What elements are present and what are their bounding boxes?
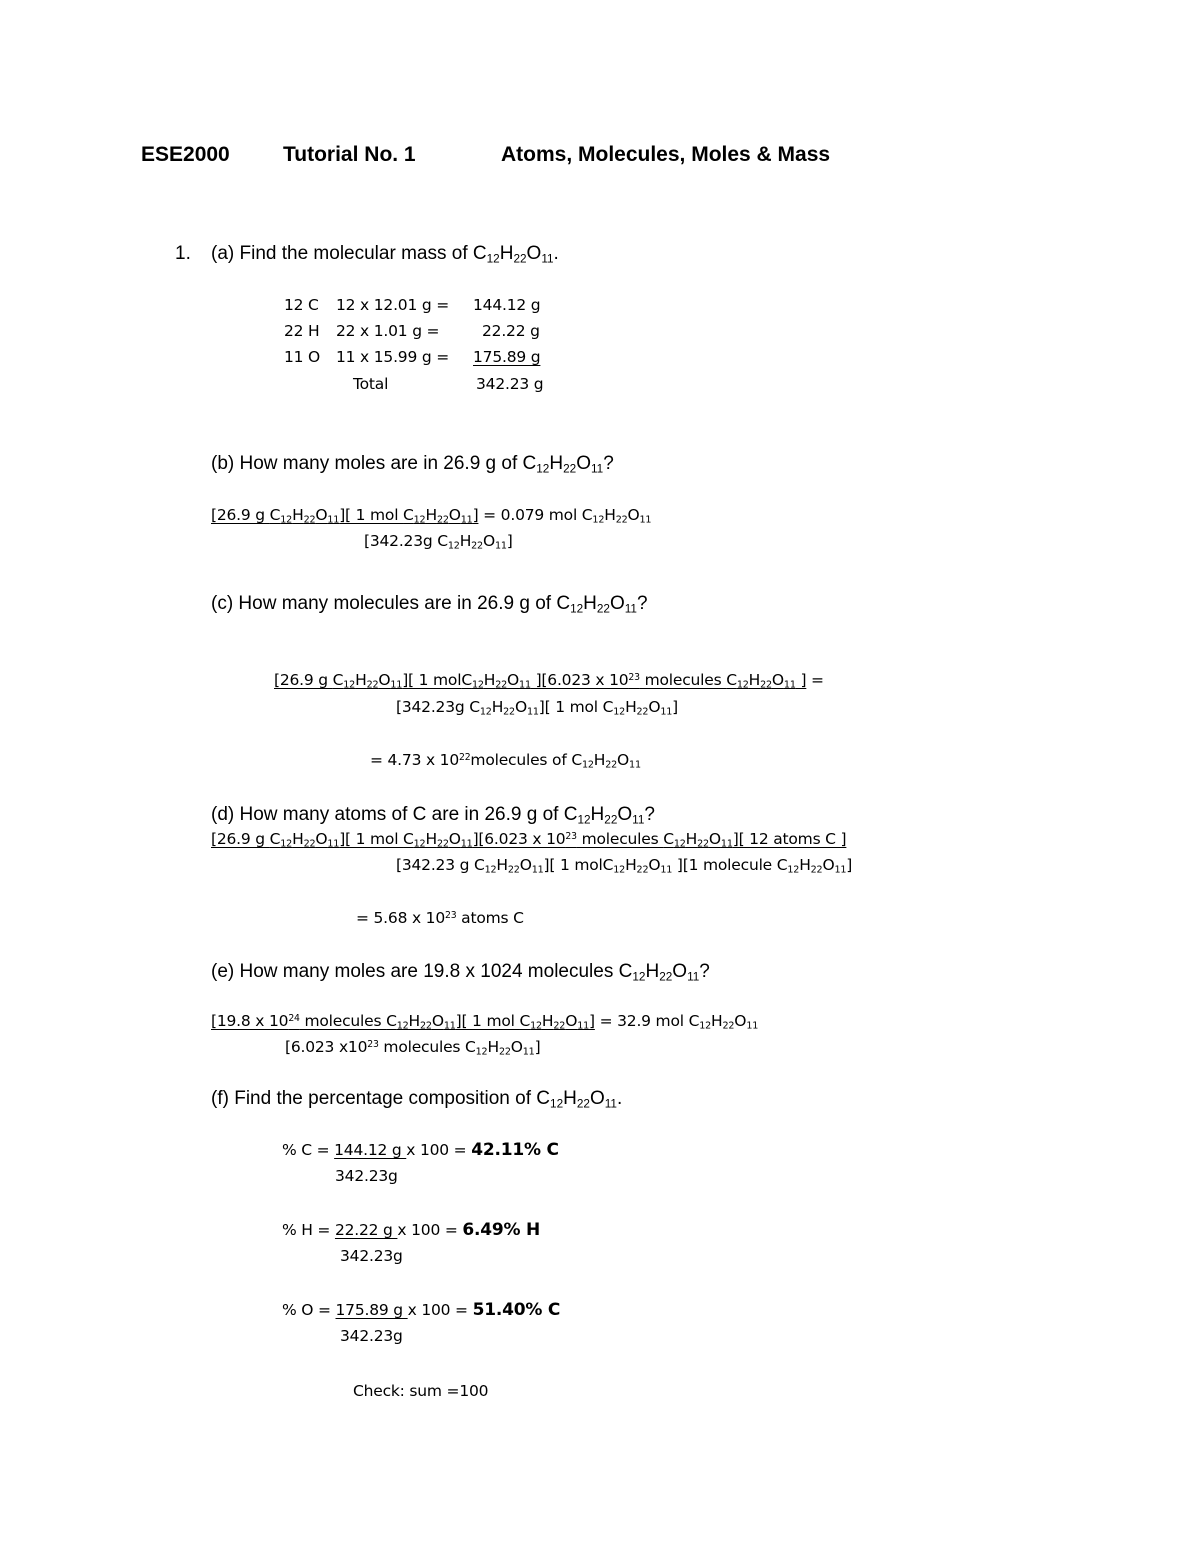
chemical-formula: $C_{12}H_{22}O_{11}$ <box>403 830 473 850</box>
chemical-formula: $C_{12}H_{22}O_{11}$ <box>726 671 796 691</box>
mass-row-o-calc: 11 x 15.99 g = <box>336 348 450 366</box>
mass-row-c-value: 144.12 g <box>473 296 541 314</box>
total-value: 342.23 g <box>476 375 544 393</box>
mass-row-h: 22 H <box>284 322 320 340</box>
mass-row-c: 12 C <box>284 296 319 314</box>
chemical-formula: $C_{12}H_{22}O_{11}$ <box>618 961 700 984</box>
q1d-result: = 5.68 x $10^{23}$ atoms C <box>356 909 524 927</box>
percent-c-denominator: 342.23g <box>335 1167 398 1185</box>
percent-h-line: % H = 22.22 g x 100 = 6.49% H <box>282 1220 541 1240</box>
mass-row-c-calc: 12 x 12.01 g = <box>336 296 450 314</box>
chemical-formula: $C_{12}H_{22}O_{11}$ <box>473 856 544 876</box>
mass-row-h-calc: 22 x 1.01 g = <box>336 322 440 340</box>
chemical-formula: $C_{12}H_{22}O_{11}$ <box>663 830 733 850</box>
chemical-formula: $C_{12}H_{22}O_{11}$ <box>581 506 652 526</box>
chemical-formula: $C_{12}H_{22}O_{11}$ <box>556 593 637 616</box>
q1f-prompt: (f) Find the percentage composition of $C_{12}H_{22}O_{11}$. <box>211 1088 623 1111</box>
chemical-formula: $C_{12}H_{22}O_{11}$ <box>269 506 340 526</box>
mass-row-o-value: 175.89 g <box>473 348 541 366</box>
chemical-formula: $C_{12}H_{22}O_{11}$ <box>571 751 641 771</box>
chemical-formula: $C_{12}H_{22}O_{11}$ <box>519 1012 590 1032</box>
q1c-denominator: [342.23g $C_{12}H_{22}O_{11}$][ 1 mol $C_{12}H_{22}O_{11}$] <box>396 698 679 718</box>
chemical-formula: $C_{12}H_{22}O_{11}$ <box>461 671 531 691</box>
chemical-formula: $C_{12}H_{22}O_{11}$ <box>469 698 539 718</box>
chemical-formula: $C_{12}H_{22}O_{11}$ <box>386 1012 456 1032</box>
percent-c-line: % C = 144.12 g x 100 = 42.11% C <box>282 1140 559 1160</box>
check-sum: Check: sum =100 <box>353 1382 489 1400</box>
q1e-numerator: [19.8 x $10^{24}$ molecules $C_{12}H_{22}O_{11}$][ 1 mol $C_{12}H_{22}O_{11}] = 32.9$ mol $C_{12}H_{22}O_{11}$ <box>211 1012 759 1032</box>
tutorial-topic: Atoms, Molecules, Moles & Mass <box>501 143 831 166</box>
q1c-prompt: (c) How many molecules are in 26.9 g of $C_{12}H_{22}O_{11}$? <box>211 593 648 616</box>
chemical-formula: $C_{12}H_{22}O_{11}$ <box>472 243 554 266</box>
chemical-formula: $C_{12}H_{22}O_{11}$ <box>776 856 847 876</box>
q1b-prompt: (b) How many moles are in 26.9 g of $C_{12}H_{22}O_{11}$? <box>211 453 614 476</box>
chemical-formula: $C_{12}H_{22}O_{11}$ <box>332 671 403 691</box>
q1c-numerator: [26.9 g $C_{12}H_{22}O_{11}$][ 1 $molC_{12}H_{22}O_{11}$ ][6.023 x $10^{23}$ molecules $C_{12}H_{22}O_{11}$ ] = <box>274 671 824 691</box>
chemical-formula: $C_{12}H_{22}O_{11}$ <box>437 532 507 552</box>
chemical-formula: $C_{12}H_{22}O_{11}$ <box>688 1012 759 1032</box>
q1d-denominator: [342.23 g $C_{12}H_{22}O_{11}$][ 1 $molC_{12}H_{22}O_{11}$ ][1 molecule $C_{12}H_{22}O_{11}$] <box>396 856 853 876</box>
q1c-result: = 4.73 x $10^{22}molecules$ of $C_{12}H_{22}O_{11}$ <box>370 751 641 771</box>
course-code: ESE2000 <box>141 143 230 166</box>
chemical-formula: $C_{12}H_{22}O_{11}$ <box>269 830 340 850</box>
percent-o-line: % O = 175.89 g x 100 = 51.40% C <box>282 1300 561 1320</box>
q1d-prompt: (d) How many atoms of C are in 26.9 g of $C_{12}H_{22}O_{11}$? <box>211 804 655 827</box>
q1d-numerator: [26.9 g $C_{12}H_{22}O_{11}$][ 1 mol $C_{12}H_{22}O_{11}][6.023$ x $10^{23}$ molecules $C_{12}H_{22}O_{11}$][ 12 atoms C ] <box>211 830 847 850</box>
q1b-denominator: [342.23g $C_{12}H_{22}O_{11}$] <box>364 532 513 552</box>
q1a-prompt: (a) Find the molecular mass of $C_{12}H_{22}O_{11}$. <box>211 243 559 266</box>
chemical-formula: $C_{12}H_{22}O_{11}$ <box>602 698 673 718</box>
question-number: 1. <box>175 243 191 264</box>
q1e-prompt: (e) How many moles are 19.8 x 1024 molecules $C_{12}H_{22}O_{11}$? <box>211 961 710 984</box>
percent-o-denominator: 342.23g <box>340 1327 403 1345</box>
chemical-formula: $C_{12}H_{22}O_{11}$ <box>563 804 645 827</box>
chemical-formula: $C_{12}H_{22}O_{11}$ <box>536 1088 617 1111</box>
chemical-formula: $C_{12}H_{22}O_{11}$ <box>602 856 673 876</box>
q1b-numerator: [26.9 g $C_{12}H_{22}O_{11}$][ 1 mol $C_{12}H_{22}O_{11}] = 0.079$ mol $C_{12}H_{22}O_{11}$ <box>211 506 652 526</box>
chemical-formula: $C_{12}H_{22}O_{11}$ <box>403 506 473 526</box>
tutorial-number: Tutorial No. 1 <box>283 143 416 166</box>
percent-h-denominator: 342.23g <box>340 1247 403 1265</box>
mass-row-h-value: 22.22 g <box>482 322 540 340</box>
chemical-formula: $C_{12}H_{22}O_{11}$ <box>465 1038 535 1058</box>
total-label: Total <box>353 375 389 393</box>
chemical-formula: $C_{12}H_{22}O_{11}$ <box>522 453 604 476</box>
q1e-denominator: [6.023 $x10^{23}$ molecules $C_{12}H_{22}O_{11}$] <box>285 1038 541 1058</box>
mass-row-o: 11 O <box>284 348 321 366</box>
